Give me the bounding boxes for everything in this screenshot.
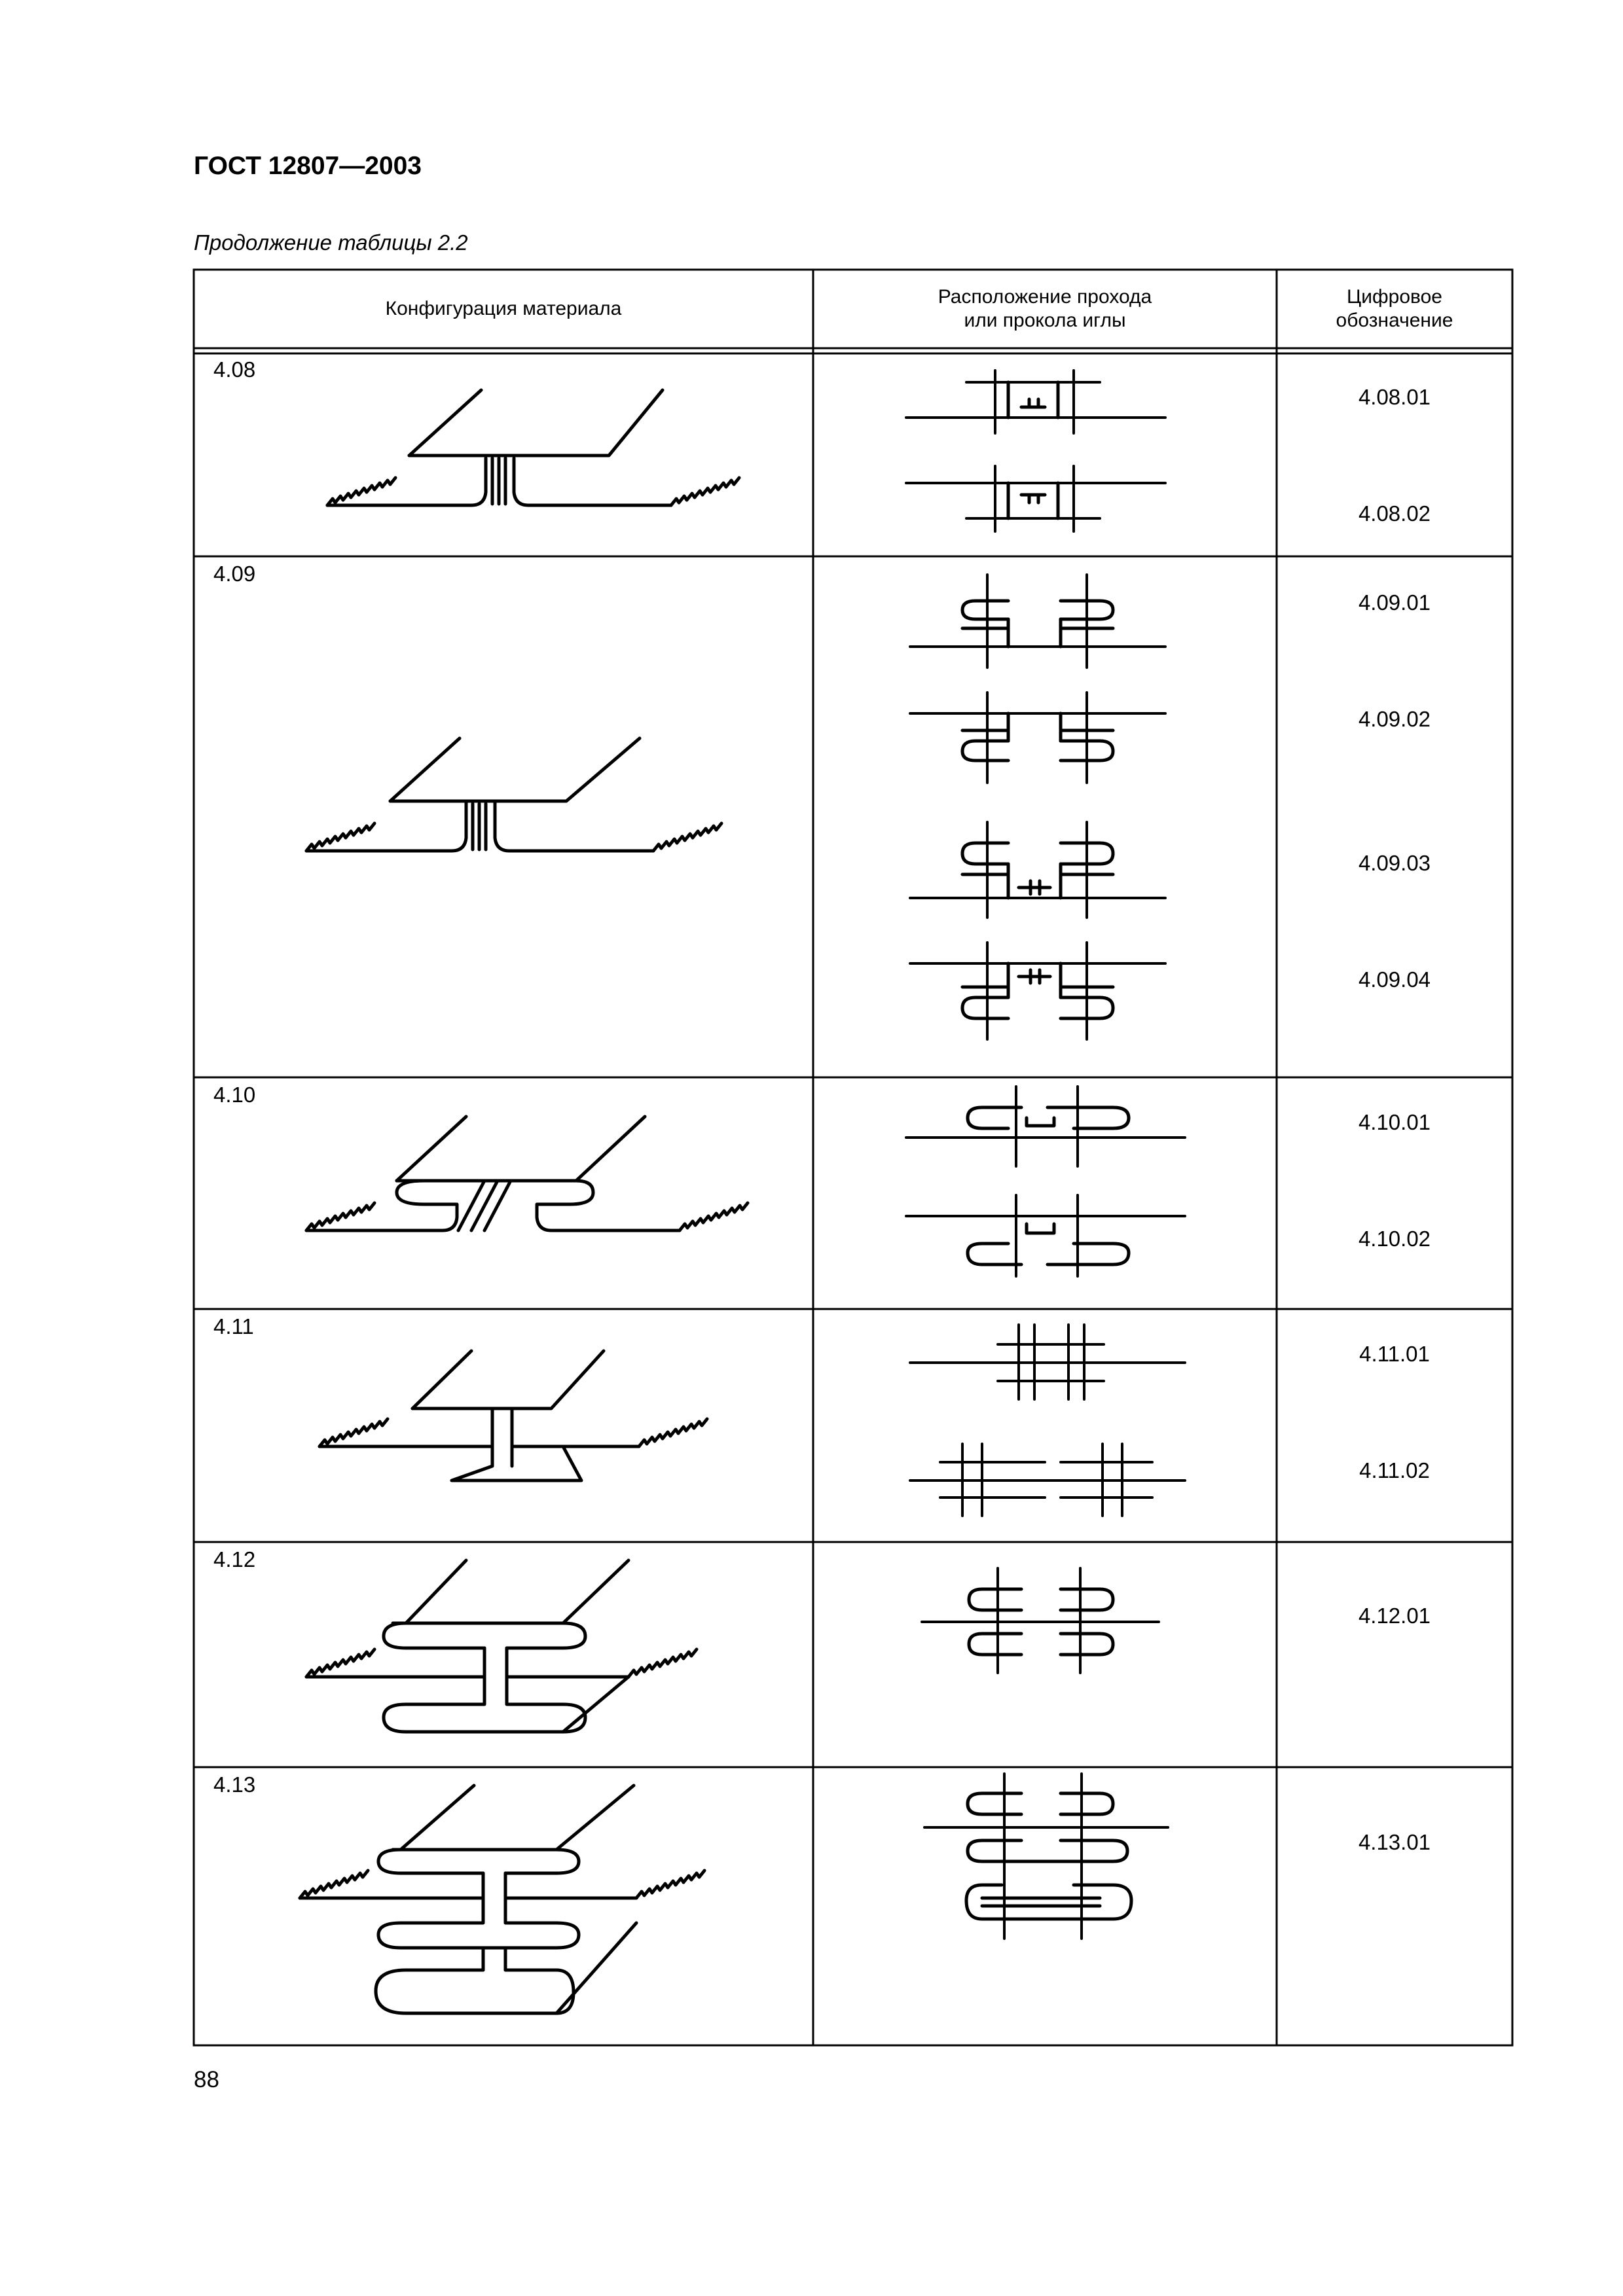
row-number: 4.12 <box>213 1547 256 1571</box>
placement-4-09-02 <box>910 692 1165 783</box>
placement-4-10-01 <box>906 1086 1185 1166</box>
header-code: Цифровое обозначение <box>1336 286 1453 331</box>
placement-4-09-01 <box>910 575 1165 668</box>
table-caption: Продолжение таблицы 2.2 <box>194 230 468 255</box>
placement-4-09-03 <box>910 822 1165 918</box>
page-number: 88 <box>194 2067 219 2092</box>
stitch-code: 4.08.02 <box>1358 501 1431 526</box>
stitch-code: 4.09.03 <box>1358 851 1431 875</box>
row-number: 4.11 <box>213 1314 254 1338</box>
placement-4-12-01 <box>922 1568 1159 1673</box>
document-title: ГОСТ 12807—2003 <box>194 152 422 180</box>
placement-4-13-01 <box>924 1774 1168 1939</box>
row-number: 4.10 <box>213 1083 256 1107</box>
placement-4-11-01 <box>910 1325 1185 1399</box>
stitch-code: 4.10.01 <box>1358 1110 1431 1134</box>
stitch-code: 4.11.02 <box>1359 1458 1430 1482</box>
stitch-code: 4.09.02 <box>1358 707 1431 731</box>
stitch-code: 4.08.01 <box>1358 385 1431 409</box>
stitch-code: 4.12.01 <box>1358 1604 1431 1628</box>
stitch-code: 4.13.01 <box>1358 1830 1431 1854</box>
stitch-code: 4.09.04 <box>1358 967 1431 992</box>
stitch-code: 4.10.02 <box>1358 1227 1431 1251</box>
row-number: 4.08 <box>213 357 256 382</box>
placement-4-10-02 <box>906 1195 1185 1276</box>
header-placement: Расположение прохода или прокола иглы <box>938 286 1152 331</box>
header-config: Конфигурация материала <box>385 298 622 319</box>
placement-4-11-02 <box>910 1444 1185 1516</box>
row-number: 4.13 <box>213 1772 256 1797</box>
stitch-code: 4.09.01 <box>1358 590 1431 615</box>
placement-4-08-01 <box>906 370 1165 433</box>
placement-4-09-04 <box>910 942 1165 1039</box>
row-number: 4.09 <box>213 562 256 586</box>
placement-4-08-02 <box>906 466 1165 531</box>
stitch-code: 4.11.01 <box>1359 1342 1430 1366</box>
